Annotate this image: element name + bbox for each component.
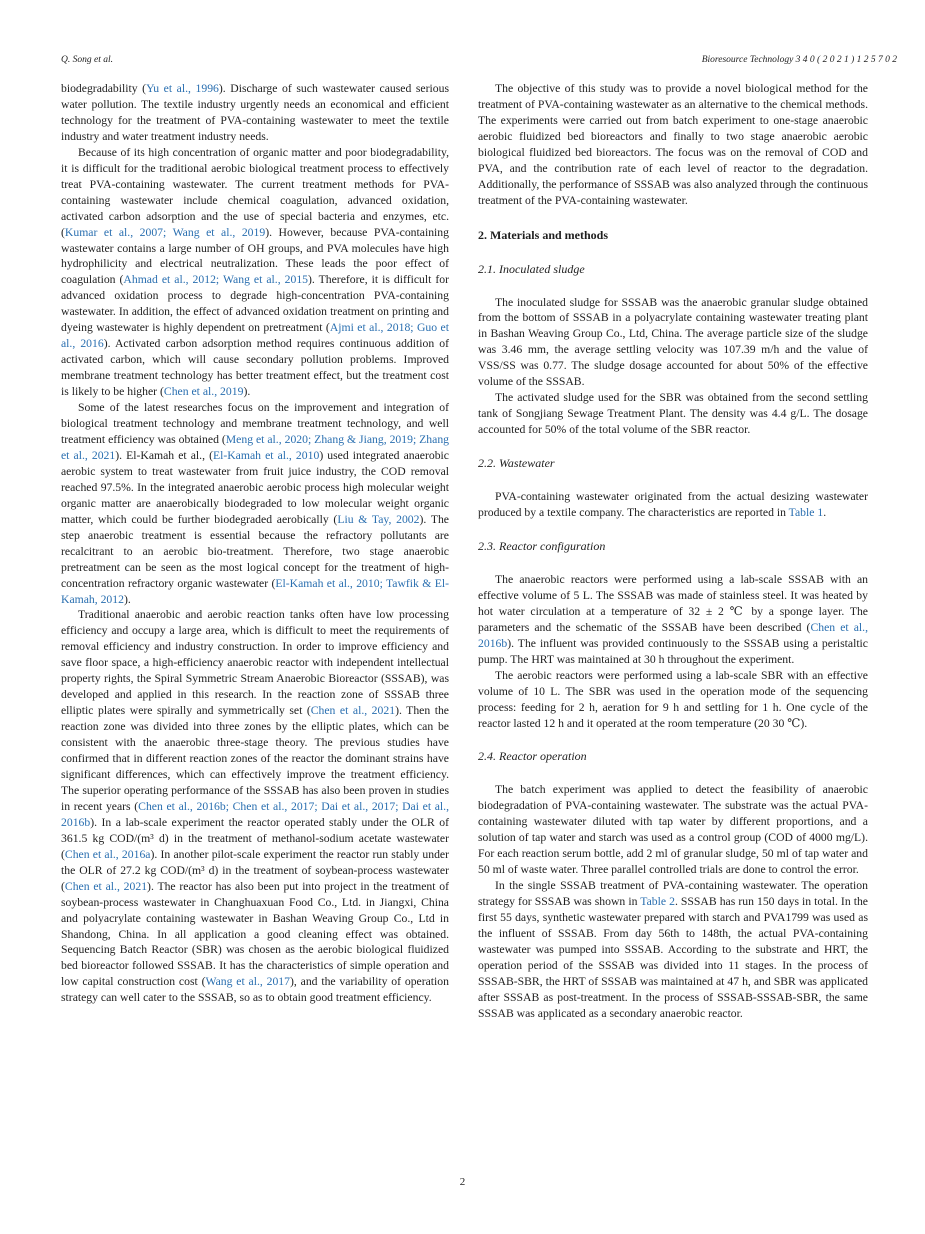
paragraph-text: ).	[243, 385, 251, 399]
citation-link[interactable]: Liu & Tay, 2002	[337, 512, 420, 526]
page-number: 2	[459, 1176, 466, 1188]
paragraph	[61, 145, 449, 400]
subsection-heading: 2.3. Reactor configuration	[478, 538, 606, 553]
paragraph-text: ), and the variability of operation strategy can well cater to the SSSAB, so as to obtain good treatment efficiency.	[61, 975, 449, 1005]
citation-link[interactable]: Chen et al., 2016b; Chen et al., 2017; Dai et al., 2017; Dai et al., 2016b	[61, 799, 449, 829]
citation-link[interactable]: Yu et al., 1996	[146, 82, 219, 95]
paragraph-text: ). However, because PVA-containing wastewater contains a large number of OH groups, and PVA molecules have high hydrophilicity and electrical neutralization. These leads the poor effect of coagulation (	[61, 225, 449, 287]
paragraph-text: ). In a lab-scale experiment the reactor operated stably under the OLR of 361.5 kg COD/(m³ d) in the treatment of methanol-sodium acetate wastewater (	[61, 815, 449, 861]
citation-link[interactable]: El-Kamah et al., 2010	[212, 448, 320, 462]
citation-link[interactable]: Chen et al., 2019	[163, 385, 244, 399]
paragraph	[478, 782, 868, 878]
subsection-heading: 2.4. Reactor operation	[478, 749, 587, 764]
citation-link[interactable]: Chen et al., 2016a	[64, 847, 151, 861]
paragraph-text: The aerobic reactors were performed using a lab-scale SBR with an effective volume of 10 L. The SBR was used in the operation mode of the sequencing process: feeding for 2 h, aeration for 9 h and settling for 1 h. One cycle of the reactor lasted 12 h and it operated at the room temperature (20 30 ℃).	[478, 668, 868, 730]
paragraph	[478, 81, 868, 209]
paragraph	[478, 295, 868, 391]
paragraph-text: ). Activated carbon adsorption method requires continuous addition of activated carbon, which will cause secondary pollution problems. Improved membrane treatment technology has better treatment effect, but the treatment cost is likely to be higher (	[61, 337, 449, 399]
paragraph-text: ).	[123, 592, 131, 606]
paragraph-text: PVA-containing wastewater originated from the actual desizing wastewater produced by a textile company. The characteristics are reported in	[478, 490, 868, 520]
paragraph-text: ) used integrated anaerobic aerobic system to treat wastewater from fruit juice industry, the COD removal reached 97.5%. In the integrated anaerobic aerobic process high molecular weight organic matter are anaerobically biodegraded to low molecular weight organic matter, which could be further biodegraded aerobically (	[61, 448, 449, 526]
paragraph	[478, 668, 868, 732]
paragraph-text: ). The step anaerobic treatment is essential because the refractory pollutants are recalcitrant to an aerobic bio-treatment. Therefore, two stage anaerobic pretreatment can be seen as the most logical concept for the treatment of high-concentration refractory organic wastewater (	[61, 512, 449, 590]
paragraph	[61, 607, 449, 1006]
citation-link[interactable]: Table 2	[640, 895, 675, 909]
citation-link[interactable]: Wang et al., 2017	[205, 975, 290, 989]
paragraph-text: ). The reactor has also been put into project in the treatment of soybean-process wastewater in Changhuaxuan Food Co., Ltd. in Jiangxi, China and polyacrylate containing wastewater in Bashan Weaving Group Co., Ltd in Shandong, China. In all application a good cleaning effect was obtained. Sequencing Batch Reactor (SBR) was chosen as the aerobic biological fluidized bed bioreactor followed SSSAB. It has the characteristics of simple operation and low capital construction cost (	[61, 879, 450, 989]
citation-link[interactable]: Chen et al., 2016b	[478, 620, 868, 650]
citation-link[interactable]: Ahmad et al., 2012; Wang et al., 2015	[123, 273, 309, 287]
paragraph	[61, 81, 449, 145]
citation-link[interactable]: Meng et al., 2020; Zhang & Jiang, 2019; Zhang et al., 2021	[61, 432, 450, 462]
citation-link[interactable]: Table 1	[788, 506, 824, 520]
paragraph-text: In the single SSSAB treatment of PVA-containing wastewater. The operation strategy for SSSAB was shown in	[478, 879, 868, 909]
section-heading: 2. Materials and methods	[478, 227, 608, 242]
paragraph-text: ). Therefore, it is difficult for advanced oxidation process to degrade high-concentration PVA-containing wastewater. In addition, the effect of advanced oxidation treatment on printing and dyeing wastewater is highly dependent on pretreatment (	[61, 273, 449, 335]
paragraph-text: . SSSAB has run 150 days in total. In the first 55 days, synthetic wastewater prepared with starch and PVA1799 was used as the influent of SSSAB. From day 56th to 148th, the actual PVA-containing wastewater was pumped into SSSAB. According to the substrate and HRT, the operation period of the SSSAB was divided into 11 stages. In the process of SSSAB-SBR, the HRT of SSSAB was maintained at 47 h, and SBR was applicated after SSSAB as post-treatment. In the process of SSSAB-SSSAB-SBR, the same SSSAB was applicated as a secondary anaerobic reactor.	[478, 895, 868, 1020]
paragraph-text: Some of the latest researches focus on the improvement and integration of biological treatment technology and membrane treatment technology, and well treatment efficiency was obtained (	[61, 401, 449, 446]
citation-link[interactable]: Ajmi et al., 2018; Guo et al., 2016	[61, 321, 449, 351]
paragraph-text: ). The influent was provided continuously to the SSSAB using a peristaltic pump. The HRT was maintained at 30 h throughout the experiment.	[478, 636, 868, 666]
running-header-authors: Q. Song et al.	[61, 55, 113, 65]
paragraph-text: ). El-Kamah et al., (	[115, 448, 213, 462]
right-column	[478, 81, 868, 1022]
paragraph	[478, 572, 868, 668]
paragraph	[478, 878, 868, 1022]
paragraph-text: Because of its high concentration of organic matter and poor biodegradability, it is difficult for the traditional aerobic biological treatment process to effectively treat PVA-containing wastewater. The current treatment methods for PVA-containing wastewater include chemical coagulation, advanced oxidation, activated carbon adsorption and the use of special bacteria and enzymes, etc. (	[61, 145, 449, 239]
subsection-heading: 2.1. Inoculated sludge	[478, 261, 585, 276]
paragraph-text: Traditional anaerobic and aerobic reaction tanks often have low processing efficiency and occupy a large area, which is difficult to meet the requirements of removal efficiency and industry construction. In order to improve efficiency and save floor space, a high-efficiency anaerobic reactor with independent intellectual property rights, the Spiral Symmetric Stream Anaerobic Bioreactor (SSSAB), was developed and applied in this research. In the reaction zone of SSSAB three elliptic plates were spirally and symmetrically set (	[61, 608, 449, 718]
paragraph-text: ). Discharge of such wastewater caused serious water pollution. The textile industry urgently needs an economical and efficient technology for the treatment of PVA-containing wastewater to meet the textile industry and water treatment industry needs.	[61, 82, 449, 143]
paragraph-text: ). In another pilot-scale experiment the reactor run stably under the OLR of 27.2 kg COD/(m³ d) in the treatment of soybean-process wastewater (	[61, 847, 450, 893]
left-column	[61, 81, 449, 1006]
paragraph-text: The inoculated sludge for SSSAB was the anaerobic granular sludge obtained from the bottom of SSSAB in a polyacrylate containing wastewater treating plant in Bashan Weaving Group Co., Ltd, China. The average particle size of the sludge was 3.46 mm, the average settling velocity was 107.39 m/h and the value of VSS/SS was 0.77. The sludge dosage accounted for about 50% of the effective volume of the SSSAB.	[478, 295, 868, 389]
paragraph-text: The anaerobic reactors were performed using a lab-scale SSSAB with an effective volume of 5 L. The SSSAB was made of stainless steel. It was heated by hot water circulation at a temperature of 32 ± 2 ℃ by a sponge layer. The parameters and the schematic of the SSSAB have been described (	[478, 572, 868, 634]
running-header-journal: Bioresource Technology 3 4 0 ( 2 0 2 1 ) 1 2 5 7 0 2	[701, 55, 897, 65]
paragraph-text: biodegradability (	[61, 82, 147, 95]
paragraph-text: The activated sludge used for the SBR was obtained from the second settling tank of Songjiang Sewage Treatment Plant. The density was 4.4 g/L. The dosage accounted for 50% of the total volume of the SBR reactor.	[478, 391, 868, 437]
citation-link[interactable]: Kumar et al., 2007; Wang et al., 2019	[64, 225, 266, 239]
paragraph-text: ). Then the reaction zone was divided into three zones by the elliptic plates, which can be consistent with the anaerobic three-stage theory. The previous studies have confirmed that in different reaction zones of the reactor the dominant strains have significant differences, which can effectively improve the treatment efficiency. The superior operating performance of the SSSAB has also been proven in studies in recent years (	[61, 704, 449, 813]
paragraph	[61, 400, 449, 607]
paragraph-text: The batch experiment was applied to detect the feasibility of anaerobic biodegradation of PVA-containing wastewater. The substrate was the actual PVA-containing wastewater diluted with tap water by different proportions, and a solution of tap water and starch was used as a control group (COD of 4000 mg/L). For each reaction serum bottle, add 2 ml of granular sludge, 50 ml of tap water and 50 ml of waste water. Three parallel controlled trials are done to control the error.	[478, 783, 868, 877]
citation-link[interactable]: El-Kamah et al., 2010; Tawfik & El-Kamah, 2012	[61, 576, 449, 606]
subsection-heading: 2.2. Wastewater	[478, 456, 555, 471]
paragraph-text: The objective of this study was to provide a novel biological method for the treatment of PVA-containing wastewater as an alternative to the chemical methods. The experiments were carried out from batch experiment to one-stage anaerobic aerobic fluidized bed bioreactors and finally to two stage anaerobic aerobic biological fluidized bed bioreactors. The focus was on the removal of COD and PVA, and the contribution rate of each level of reactor to the degradation. Additionally, the performance of SSSAB was also analyzed through the continuous treatment of the PVA-containing wastewater.	[478, 82, 868, 207]
paragraph-text: .	[823, 506, 827, 520]
citation-link[interactable]: Chen et al., 2021	[64, 879, 148, 893]
citation-link[interactable]: Chen et al., 2021	[310, 704, 396, 718]
paragraph	[478, 489, 868, 521]
paragraph	[478, 390, 868, 438]
